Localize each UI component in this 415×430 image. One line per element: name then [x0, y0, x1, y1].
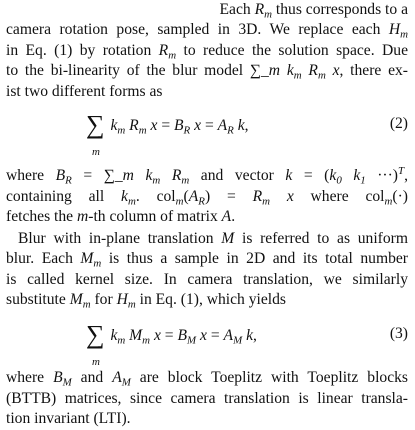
- equation-3: [6, 320, 408, 368]
- para4-line1: where $B_M$ and $A_M$ are block Toeplitz with Toeplitz blocks: [6, 369, 408, 389]
- equation-2-number: (2): [389, 115, 408, 132]
- para1-line1: Each $R_m$ thus corresponds to a: [219, 1, 408, 21]
- para4-line3: tion invariant (LTI).: [6, 410, 131, 427]
- para4-line2: (BTTB) matrices, since camera translation is linear transla-: [6, 390, 408, 407]
- equation-3-number: (3): [389, 325, 408, 342]
- para1-line4: to the bi-linearity of the blur model ∑_m $k_m$ $R_m$ x, there ex-: [6, 62, 408, 82]
- para1-line2: camera rotation pose, sampled in 3D. We replace each $H_m$: [6, 21, 408, 41]
- para2-line1: where $B_R$ = ∑_m $k_m$ $R_m$ and vector $k = (k_0$ $k_1 \cdot\cdot\cdot)^T$,: [6, 165, 408, 187]
- para3-line2: blur. Each $M_m$ is thus a sample in 2D and its total number: [6, 250, 408, 270]
- para1-line5: ist two different forms as: [6, 83, 163, 100]
- para3-line1: Blur with in-plane translation M is referred to as uniform: [18, 230, 408, 247]
- para1-line3: in Eq. (1) by rotation $R_m$ to reduce the solution space. Due: [6, 42, 408, 62]
- equation-2-expression: ∑ m $k_m$ $R_m$ $x = B_R$ $x = A_R$ k,: [86, 110, 249, 158]
- para3-line4: substitute $M_m$ for $H_m$ in Eq. (1), which yields: [6, 291, 286, 311]
- para3-line3: is called kernel size. In camera translation, we similarly: [6, 271, 408, 288]
- equation-3-expression: ∑ m $k_m$ $M_m$ $x = B_M$ $x = A_M$ k,: [86, 320, 257, 368]
- para2-line3: fetches the m-th column of matrix A.: [6, 208, 236, 225]
- para2-line2: containing all $k_m$. $col_m(A_R) = R_m$ x where col$_m$(·): [6, 188, 409, 208]
- equation-2: [6, 110, 408, 158]
